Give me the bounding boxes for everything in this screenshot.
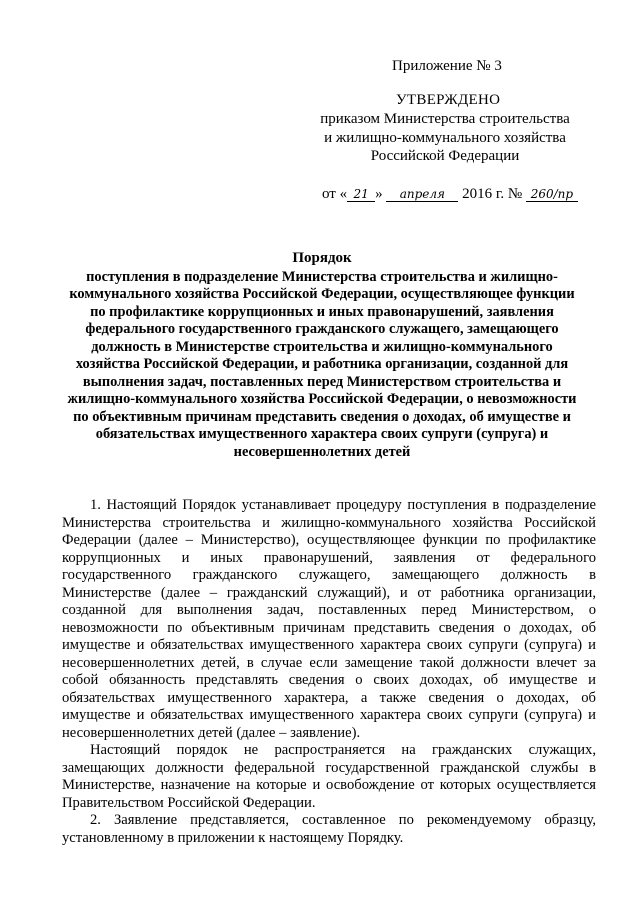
order-line: Российской Федерации bbox=[370, 148, 520, 164]
appendix-number: Приложение № 3 bbox=[392, 58, 502, 74]
date-close-quote: » bbox=[375, 186, 383, 202]
title-line: коммунального хозяйства Российской Федерации, осуществляющее функции bbox=[69, 286, 575, 302]
document-body bbox=[62, 497, 596, 847]
order-number-handwritten: 260/пр bbox=[526, 187, 578, 202]
title-line: хозяйства Российской Федерации, и работника организации, созданной для bbox=[75, 356, 569, 372]
title-line: обязательствах имущественного характера своих супруги (супруга) и bbox=[95, 426, 549, 442]
title-line: федерального государственного гражданского служащего, замещающего bbox=[85, 321, 559, 337]
title-line: по профилактике коррупционных и иных правонарушений, заявления bbox=[90, 303, 554, 320]
date-year: 2016 г. № bbox=[462, 186, 523, 202]
title-line: должность в Министерстве строительства и жилищно-коммунального bbox=[91, 338, 553, 355]
title-line: жилищно-коммунального хозяйства Российской Федерации, о невозможности bbox=[67, 391, 577, 407]
title-line: поступления в подразделение Министерства строительства и жилищно- bbox=[86, 268, 558, 285]
title-line: несовершеннолетних детей bbox=[233, 443, 411, 460]
document-title bbox=[62, 250, 582, 461]
order-line: и жилищно-коммунального хозяйства bbox=[324, 129, 566, 146]
body-paragraph: 1. Настоящий Порядок устанавливает процедуру поступления в подразделение Министерства строительства и жилищно-коммунального хозяйства Российской Федерации (далее – Министерство), осуществляющее функции по профилактике коррупционных и иных правонарушений, заявления от федерального государственного гражданского служащего, замещающего должность в Министерстве (далее – гражданский служащий), и от работника организации, созданной для выполнения задач, поставленных перед Министерством, о невозможности по объективным причинам представить сведения о доходах, об имуществе и обязательствах имущественного характера своих супруги (супруга) и несовершеннолетних детей, в случае если замещение такой должности влечет за собой обязанность представлять сведения о своих доходах, об имуществе и обязательствах имущественного характера, а также сведения о доходах, об имуществе и обязательствах имущественного характера своих супруги (супруга) и несовершеннолетних детей (далее – заявление). bbox=[62, 497, 596, 741]
date-month-handwritten: апреля bbox=[386, 187, 458, 202]
body-paragraph: Настоящий порядок не распространяется на гражданских служащих, замещающих должности федеральной государственной гражданской службы в Министерстве, назначение на которые и освобождение от которых осуществляется Правительством Российской Федерации. bbox=[62, 742, 596, 811]
order-line: приказом Министерства строительства bbox=[320, 111, 570, 127]
title-line: по объективным причинам представить сведения о доходах, об имуществе и bbox=[73, 408, 571, 425]
date-day-handwritten: 21 bbox=[347, 187, 375, 202]
date-prefix: от « bbox=[322, 186, 348, 202]
approved-stamp-text: УТВЕРЖДЕНО bbox=[396, 92, 501, 108]
body-paragraph: 2. Заявление представляется, составленное по рекомендуемому образцу, установленному в приложении к настоящему Порядку. bbox=[62, 812, 596, 846]
order-date-line bbox=[322, 186, 578, 203]
title-main: Порядок bbox=[292, 250, 352, 266]
order-reference bbox=[300, 110, 590, 166]
title-line: выполнения задач, поставленных перед Министерством строительства и bbox=[82, 373, 562, 390]
